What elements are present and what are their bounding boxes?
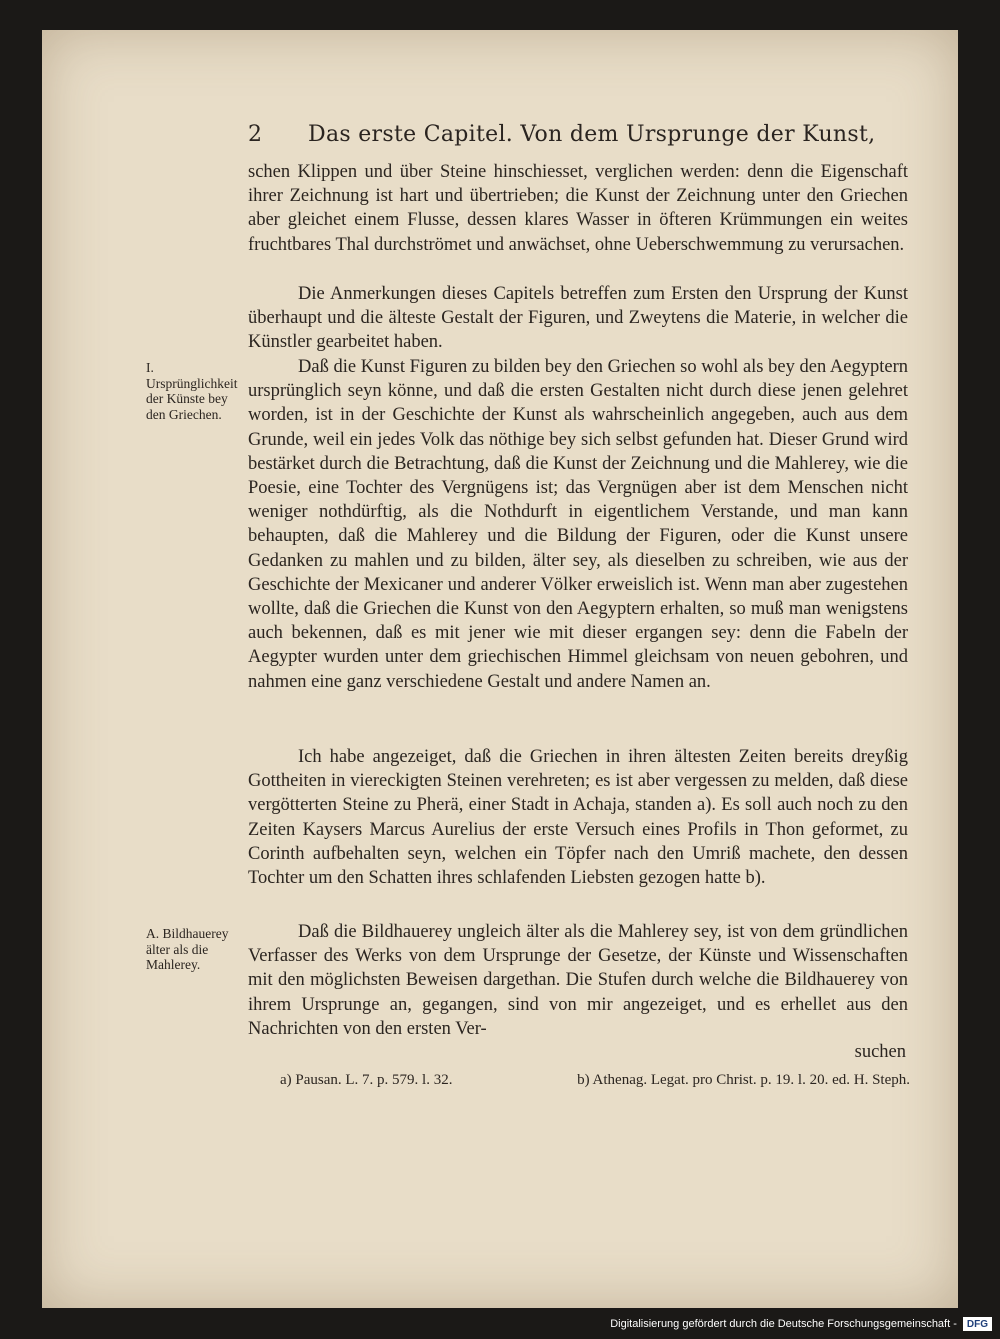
page-number: 2	[248, 122, 262, 147]
catchword: suchen	[854, 1042, 906, 1062]
paragraph-text: schen Klippen und über Steine hinschiesset, verglichen werden: denn die Eigenschaft ihrer Zeichnung ist hart und übertrieben; die Kunst der Zeichnung unter den Griechen aber gleichet einem Flusse, dessen klares Wasser in öfteren Krümmungen ein weites fruchtbares Thal durchströmet und anwächset, ohne Ueberschwemmung zu verursachen.	[248, 162, 908, 255]
running-header	[248, 122, 908, 154]
dfg-logo-icon: DFG	[963, 1317, 992, 1331]
margin-note-origin: I. Ursprünglichkeit der Künste bey den Griechen.	[146, 360, 238, 422]
paragraph-text: Die Anmerkungen dieses Capitels betreffen zum Ersten den Ursprung der Kunst überhaupt und die älteste Gestalt der Figuren, und Zweytens die Materie, in welcher die Künstler gearbeitet haben.	[248, 284, 908, 353]
digitization-footer	[610, 1315, 992, 1333]
paragraph-text: Daß die Bildhauerey ungleich älter als die Mahlerey sey, ist von dem gründlichen Verfasser des Werks von dem Ursprunge der Gesetze, der Künste und Wissenschaften mit den möglichsten Beweisen dargethan. Die Stufen durch welche die Bildhauerey von ihrem Ursprunge an, gegangen, sind von mir angezeiget, und es erhellet aus den Nachrichten von den ersten Ver-	[248, 922, 908, 1039]
funding-credit: Digitalisierung gefördert durch die Deutsche Forschungsgemeinschaft -	[610, 1318, 957, 1330]
paragraph-sculpture	[248, 920, 908, 1041]
paragraph-text: Daß die Kunst Figuren zu bilden bey den Griechen so wohl als bey den Aegyptern ursprünglich seyn könne, und daß die ersten Gestalten nicht durch diese jenen gelehret worden, ist in der Geschichte der Kunst als wahrscheinlich angegeben, auch aus dem Grunde, weil ein jedes Volk das nöthige bey sich selbst gefunden hat. Dieser Grund wird bestärket durch die Betrachtung, daß die Kunst der Zeichnung und die Mahlerey, wie die Poesie, eine Tochter des Vergnügens ist; das Vergnügen aber ist dem Menschen nicht weniger nothdürftig, als die Nothdurft in eigentlichem Verstande, und man kann behaupten, daß die Mahlerey und die Bildung der Figuren, oder die Kunst unsere Gedanken zu mahlen und zu bilden, älter sey, als dieselben zu schreiben, wie aus der Geschichte der Mexicaner und anderer Völker erweislich ist. Wenn man aber zugestehen wollte, daß die Griechen die Kunst von den Aegyptern erhalten, so muß man wenigstens auch bekennen, daß es mit jener wie mit dieser ergangen sey: denn die Fabeln der Aegypter wurden unter dem griechischen Himmel gleichsam von neuen gebohren, und nahmen eine ganz verschiedene Gestalt und andere Namen an.	[248, 357, 908, 692]
paragraph-chapter-overview	[248, 282, 908, 355]
paragraph-continuation	[248, 160, 908, 257]
footnote-b: b) Athenag. Legat. pro Christ. p. 19. l. 20. ed. H. Steph.	[577, 1072, 910, 1088]
footnotes	[280, 1072, 910, 1089]
paragraph-stones	[248, 745, 908, 890]
margin-note-sculpture: A. Bildhauerey älter als die Mahlerey.	[146, 926, 229, 972]
paragraph-text: Ich habe angezeiget, daß die Griechen in ihren ältesten Zeiten bereits dreyßig Gottheiten in viereckigten Steinen verehreten; es ist aber vergessen zu melden, daß diese vergötterten Steine zu Pherä, einer Stadt in Achaja, standen a). Es soll auch noch zu den Zeiten Kaysers Marcus Aurelius der erste Versuch eines Profils in Thon geformet, zu Corinth aufbehalten seyn, welchen ein Töpfer nach den Umriß machete, den dessen Tochter um den Schatten ihres schlafenden Liebsten gezogen hatte b).	[248, 747, 908, 889]
footnote-a: a) Pausan. L. 7. p. 579. l. 32.	[280, 1072, 453, 1088]
chapter-title: Das erste Capitel. Von dem Ursprunge der Kunst,	[308, 122, 876, 147]
paragraph-origin	[248, 355, 908, 694]
